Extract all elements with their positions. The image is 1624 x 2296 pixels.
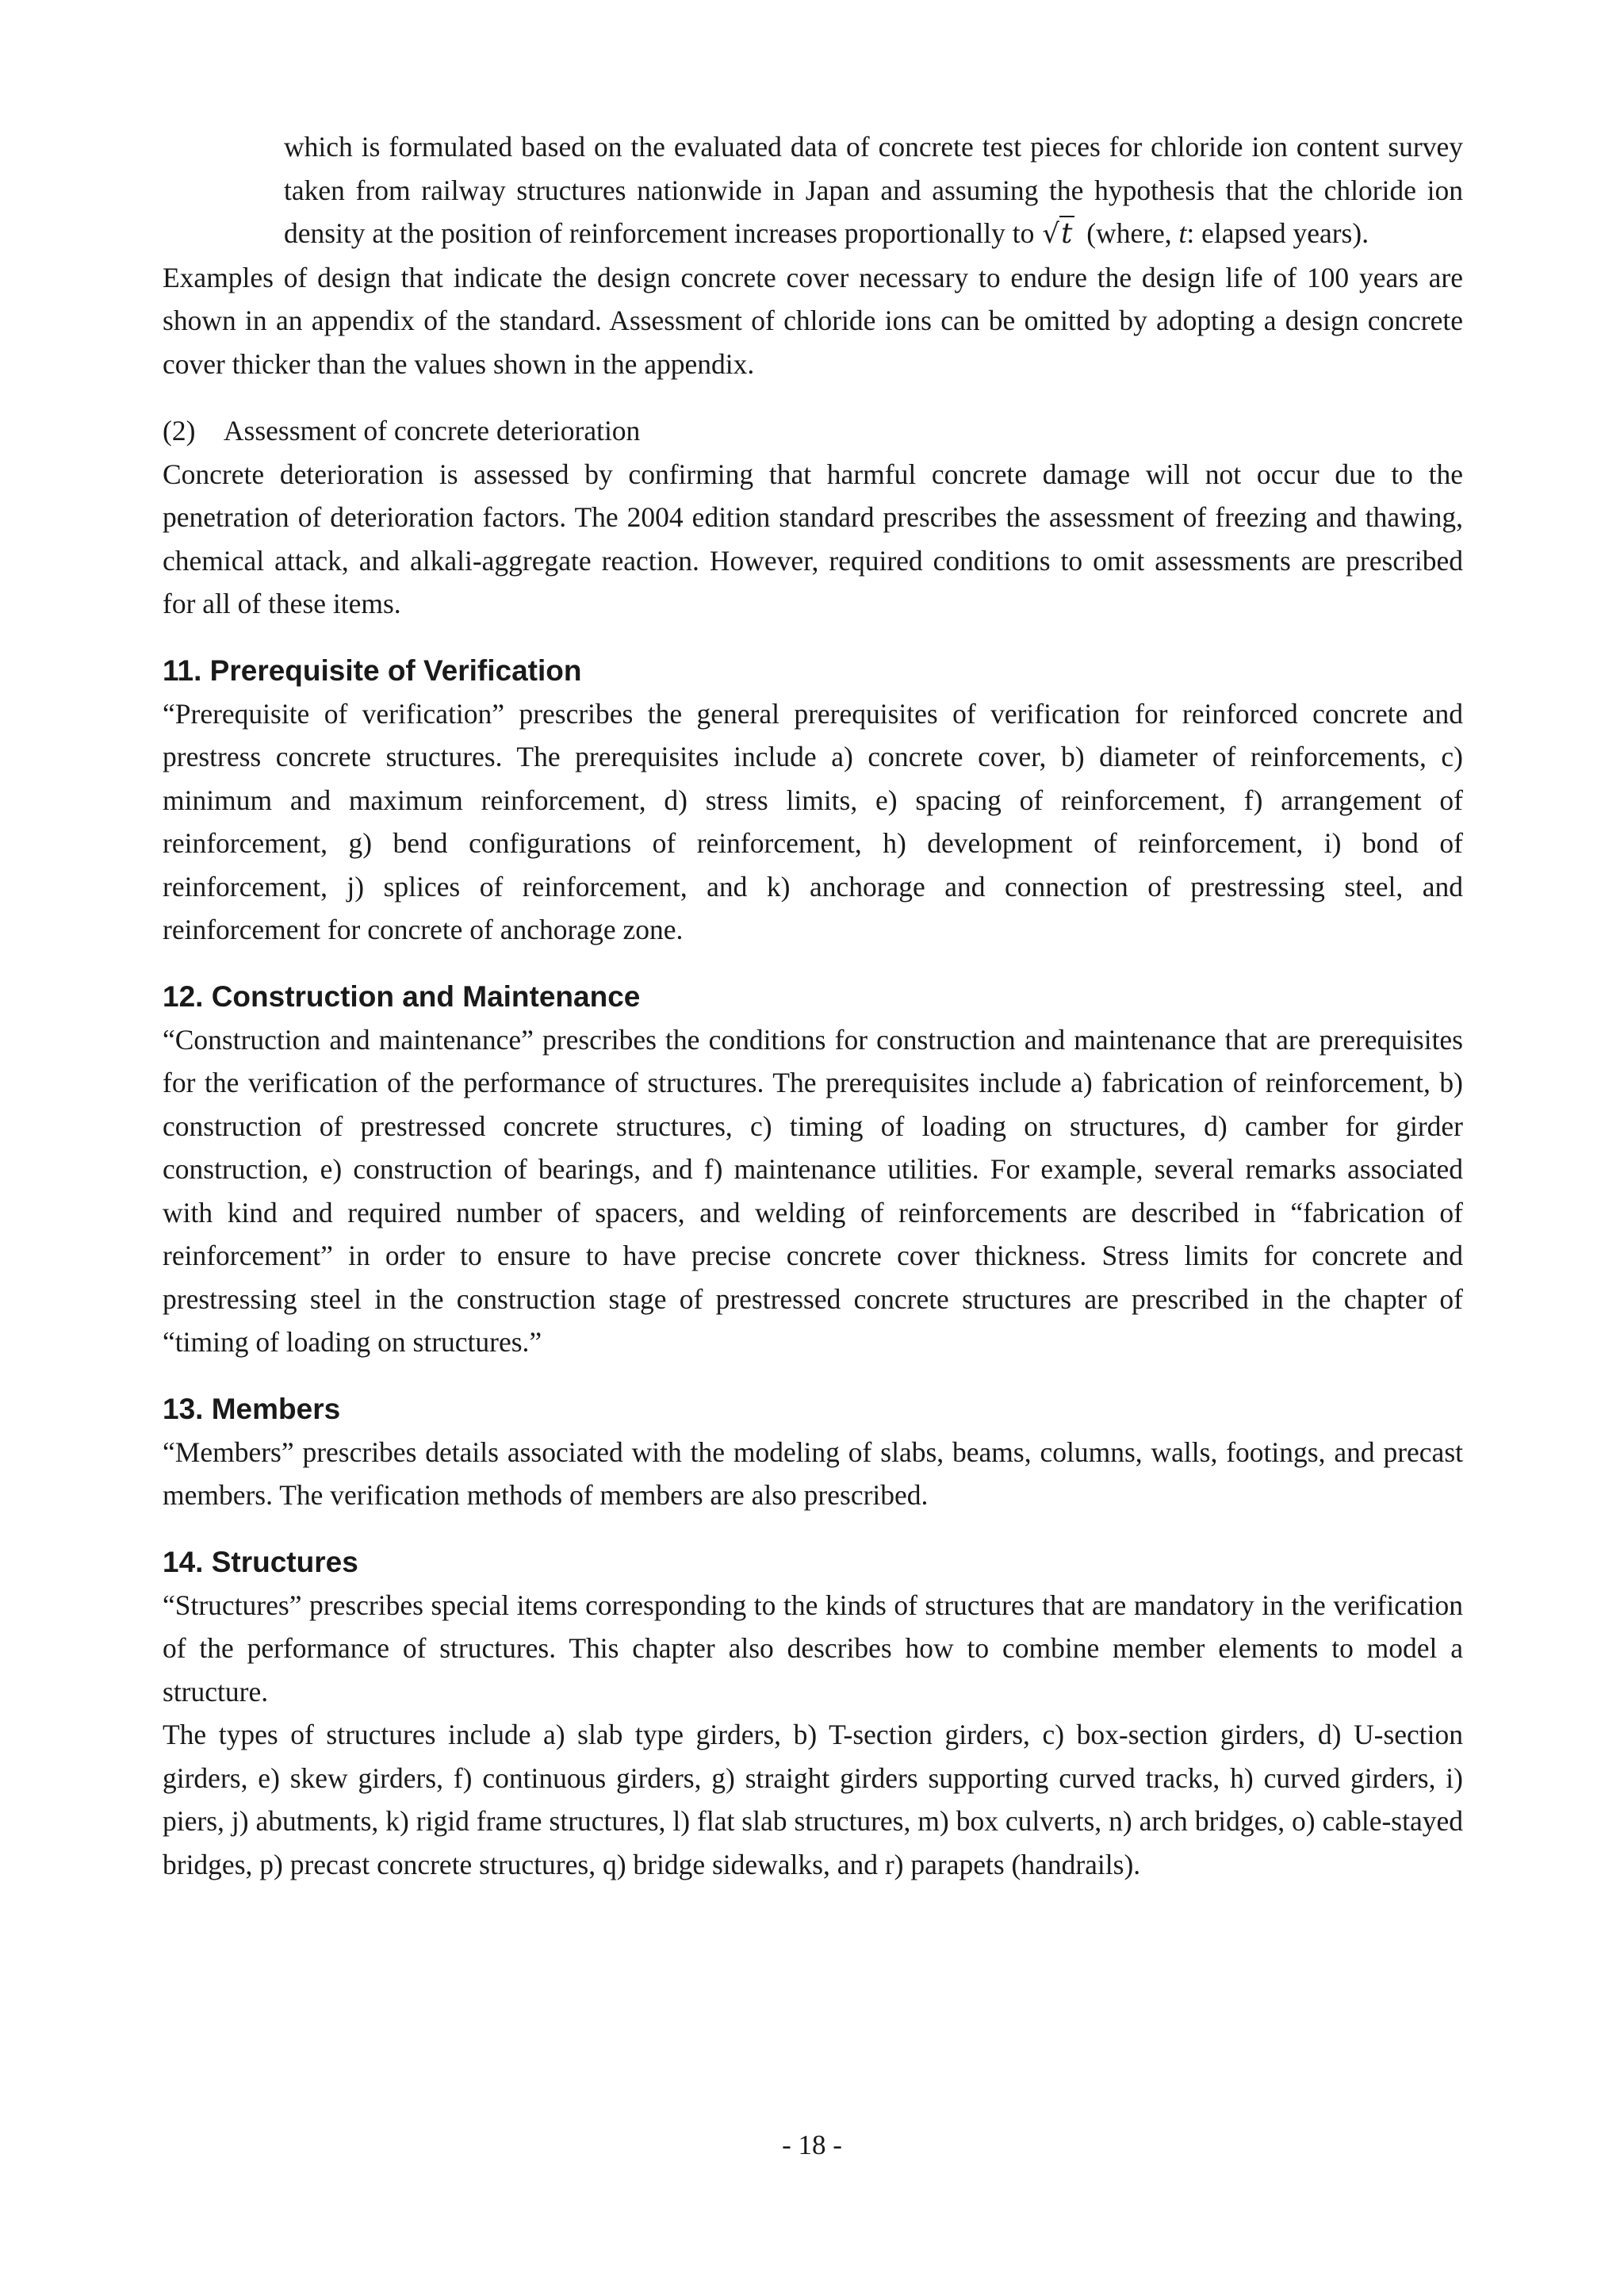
- section-13-body: “Members” prescribes details associated with the modeling of slabs, beams, columns, walls, footings, and precast members. The verification methods of members are also prescribed.: [163, 1435, 1463, 1511]
- section-14-body-1: “Structures” prescribes special items corresponding to the kinds of structures that are mandatory in the verification of the performance of structures. This chapter also describes how to combine member elements to model a structure.: [163, 1589, 1463, 1708]
- section-12-body: “Construction and maintenance” prescribes the conditions for construction and maintenance that are prerequisites for the verification of the performance of structures. The prerequisites include a) fabrication of reinforcement, b) construction of prestressed concrete structures, c) timing of loading on structures, d) camber for girder construction, e) construction of bearings, and f) maintenance utilities. For example, several remarks associated with kind and required number of spacers, and welding of reinforcements are described in “fabrication of reinforcement” in order to ensure to have precise concrete cover thickness. Stress limits for concrete and prestressing steel in the construction stage of prestressed concrete structures are prescribed in the chapter of “timing of loading on structures.”: [163, 1023, 1463, 1358]
- subsection-2-body: Concrete deterioration is assessed by confirming that harmful concrete damage will not occur due to the penetration of deterioration factors. The 2004 edition standard prescribes the assessment of freezing and thawing, chemical attack, and alkali-aggregate reaction. However, required conditions to omit assessments are prescribed for all of these items.: [163, 458, 1463, 619]
- italic-variable: t: [1178, 217, 1187, 249]
- section-14-heading: 14. Structures: [163, 1545, 358, 1578]
- continuation-text-end: : elapsed years).: [1186, 217, 1369, 249]
- continuation-text: which is formulated based on the evaluated data of concrete test pieces for chloride ion content survey taken from railway structures nationwide in Japan and assuming the hypothesis that the chloride ion density at the position of reinforcement increases proportionally to: [284, 131, 1463, 249]
- page-content: [163, 125, 1463, 1886]
- section-11-body: “Prerequisite of verification” prescribes the general prerequisites of verification for reinforced concrete and prestress concrete structures. The prerequisites include a) concrete cover, b) diameter of reinforcements, c) minimum and maximum reinforcement, d) stress limits, e) spacing of reinforcement, f) arrangement of reinforcement, g) bend configurations of reinforcement, h) development of reinforcement, i) bond of reinforcement, j) splices of reinforcement, and k) anchorage and connection of prestressing steel, and reinforcement for concrete of anchorage zone.: [163, 697, 1463, 945]
- subsection-2-title: (2) Assessment of concrete deterioration: [163, 415, 641, 447]
- sqrt-expression: √t: [1042, 213, 1074, 256]
- page-number: - 18 -: [782, 2129, 842, 2160]
- examples-paragraph: Examples of design that indicate the design concrete cover necessary to endure the design life of 100 years are shown in an appendix of the standard. Assessment of chloride ions can be omitted by adopting a design concrete cover thicker than the values shown in the appendix.: [163, 261, 1463, 380]
- continuation-text-after: (where,: [1086, 217, 1172, 249]
- continuation-paragraph: [163, 125, 1463, 256]
- section-13-heading: 13. Members: [163, 1392, 341, 1425]
- sqrt-radicand: t: [1059, 216, 1074, 250]
- section-11-heading: 11. Prerequisite of Verification: [163, 654, 582, 687]
- section-12-heading: 12. Construction and Maintenance: [163, 979, 641, 1013]
- section-14-body-2: The types of structures include a) slab type girders, b) T-section girders, c) box-section girders, d) U-section girders, e) skew girders, f) continuous girders, g) straight girders supporting curved tracks, h) curved girders, i) piers, j) abutments, k) rigid frame structures, l) flat slab structures, m) box culverts, n) arch bridges, o) cable-stayed bridges, p) precast concrete structures, q) bridge sidewalks, and r) parapets (handrails).: [163, 1719, 1463, 1880]
